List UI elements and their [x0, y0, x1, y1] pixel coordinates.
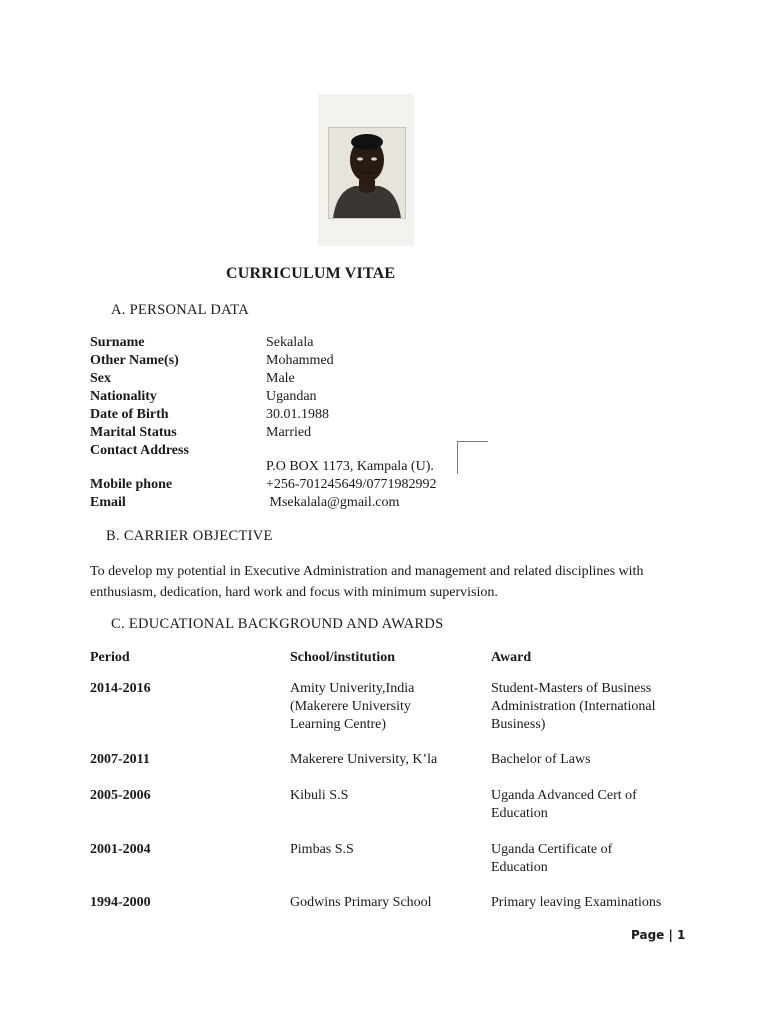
education-period: 1994-2000 [90, 895, 151, 910]
education-period: 2014-2016 [90, 681, 151, 696]
personal-label: Email [90, 495, 126, 510]
education-school: Makerere University, K’la [290, 752, 438, 767]
personal-value: Ugandan [266, 389, 317, 404]
education-period: 2001-2004 [90, 842, 151, 857]
objective-paragraph: To develop my potential in Executive Administration and management and related disciplines with enthusiasm, dedication, hard work and focus with minimum supervision. [90, 564, 644, 600]
education-school: Pimbas S.S [290, 842, 354, 857]
education-period: 2005-2006 [90, 788, 151, 803]
education-school: Godwins Primary School [290, 895, 432, 910]
email-link[interactable]: Msekalala@gmail.com [266, 495, 400, 510]
personal-value: Sekalala [266, 335, 314, 350]
document-title: CURRICULUM VITAE [226, 265, 396, 282]
education-award: Uganda Advanced Cert of Education [491, 788, 637, 821]
personal-label: Mobile phone [90, 477, 173, 492]
section-heading-objective: B. CARRIER OBJECTIVE [106, 528, 273, 544]
personal-value: +256-701245649/0771982992 [266, 477, 437, 492]
section-heading-personal: A. PERSONAL DATA [111, 302, 250, 318]
education-school: Amity Univerity,India (Makerere University Learning Centre) [290, 681, 415, 732]
personal-label: Marital Status [90, 425, 177, 440]
personal-label: Sex [90, 371, 111, 386]
education-award: Bachelor of Laws [491, 752, 591, 767]
personal-label: Date of Birth [90, 407, 169, 422]
personal-label: Other Name(s) [90, 353, 179, 368]
education-award: Uganda Certificate of Education [491, 842, 613, 875]
education-award: Student-Masters of Business Administration (International Business) [491, 681, 656, 732]
personal-label: Contact Address [90, 443, 189, 458]
profile-photo [328, 127, 406, 219]
personal-value: Male [266, 371, 295, 386]
education-header-period: Period [90, 650, 130, 665]
education-header-award: Award [491, 650, 532, 665]
section-heading-education: C. EDUCATIONAL BACKGROUND AND AWARDS [111, 616, 444, 632]
page-number: Page | 1 [631, 928, 686, 942]
personal-value: P.O BOX 1173, Kampala (U). [266, 459, 434, 474]
personal-value: 30.01.1988 [266, 407, 329, 422]
photo-frame [318, 94, 414, 246]
education-period: 2007-2011 [90, 752, 150, 767]
education-award: Primary leaving Examinations [491, 895, 662, 910]
personal-value: Mohammed [266, 353, 334, 368]
corner-mark [457, 441, 488, 474]
education-school: Kibuli S.S [290, 788, 349, 803]
personal-label: Nationality [90, 389, 157, 404]
personal-value: Married [266, 425, 312, 440]
education-header-school: School/institution [290, 650, 396, 665]
personal-label: Surname [90, 335, 145, 350]
